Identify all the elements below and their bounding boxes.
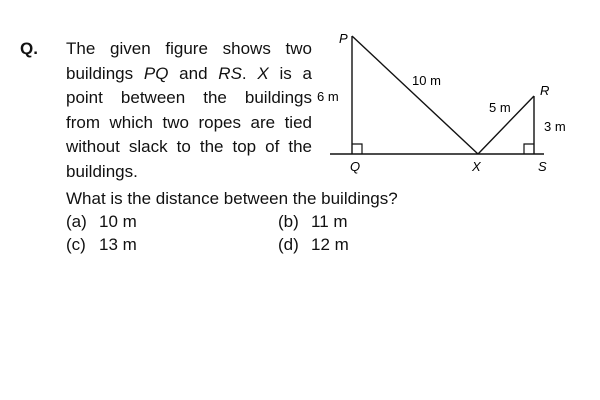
- stem-line-2: [66, 62, 312, 87]
- label-s: S: [538, 159, 547, 174]
- question-stem: [66, 37, 312, 184]
- buildings-figure: [312, 24, 582, 179]
- label-q: Q: [350, 159, 361, 174]
- buildings-diagram: [312, 24, 582, 174]
- right-angle-s: [524, 144, 534, 154]
- building-rs-name: RS: [218, 63, 242, 83]
- length-rx: 5 m: [489, 100, 511, 115]
- option-c[interactable]: [66, 233, 137, 256]
- label-p: P: [339, 31, 348, 46]
- stem-text: and: [168, 63, 219, 83]
- label-r: R: [540, 83, 550, 98]
- option-tag: (c): [66, 235, 86, 254]
- length-px: 10 m: [412, 73, 441, 88]
- right-angle-q: [352, 144, 362, 154]
- stem-line-4: from which two ropes are tied: [66, 112, 312, 132]
- rope-px: [352, 36, 478, 154]
- label-x: X: [472, 159, 481, 174]
- option-text: 13 m: [99, 235, 137, 254]
- stem-text: .: [241, 63, 258, 83]
- option-tag: (d): [278, 235, 299, 254]
- option-text: 11 m: [311, 212, 348, 231]
- length-pq: 6 m: [317, 89, 339, 104]
- stem-text: is a: [268, 63, 312, 83]
- stem-text: buildings: [66, 63, 144, 83]
- option-a[interactable]: [66, 210, 137, 233]
- question-number: Q.: [20, 39, 38, 58]
- building-pq-name: PQ: [143, 63, 169, 83]
- stem-line-6: buildings.: [66, 161, 138, 181]
- stem-line-1: The given figure shows two: [66, 39, 312, 58]
- question-prompt: What is the distance between the buildings?: [66, 189, 398, 208]
- option-text: 12 m: [311, 235, 349, 254]
- stem-line-3: point between the buildings: [66, 88, 312, 107]
- option-b[interactable]: [278, 210, 348, 233]
- stem-line-5: without slack to the top of the: [66, 137, 312, 156]
- length-rs: 3 m: [544, 119, 566, 134]
- option-tag: (b): [278, 212, 299, 231]
- option-tag: (a): [66, 212, 87, 231]
- option-d[interactable]: [278, 233, 349, 256]
- option-text: 10 m: [99, 212, 137, 231]
- point-x-name: X: [257, 63, 269, 83]
